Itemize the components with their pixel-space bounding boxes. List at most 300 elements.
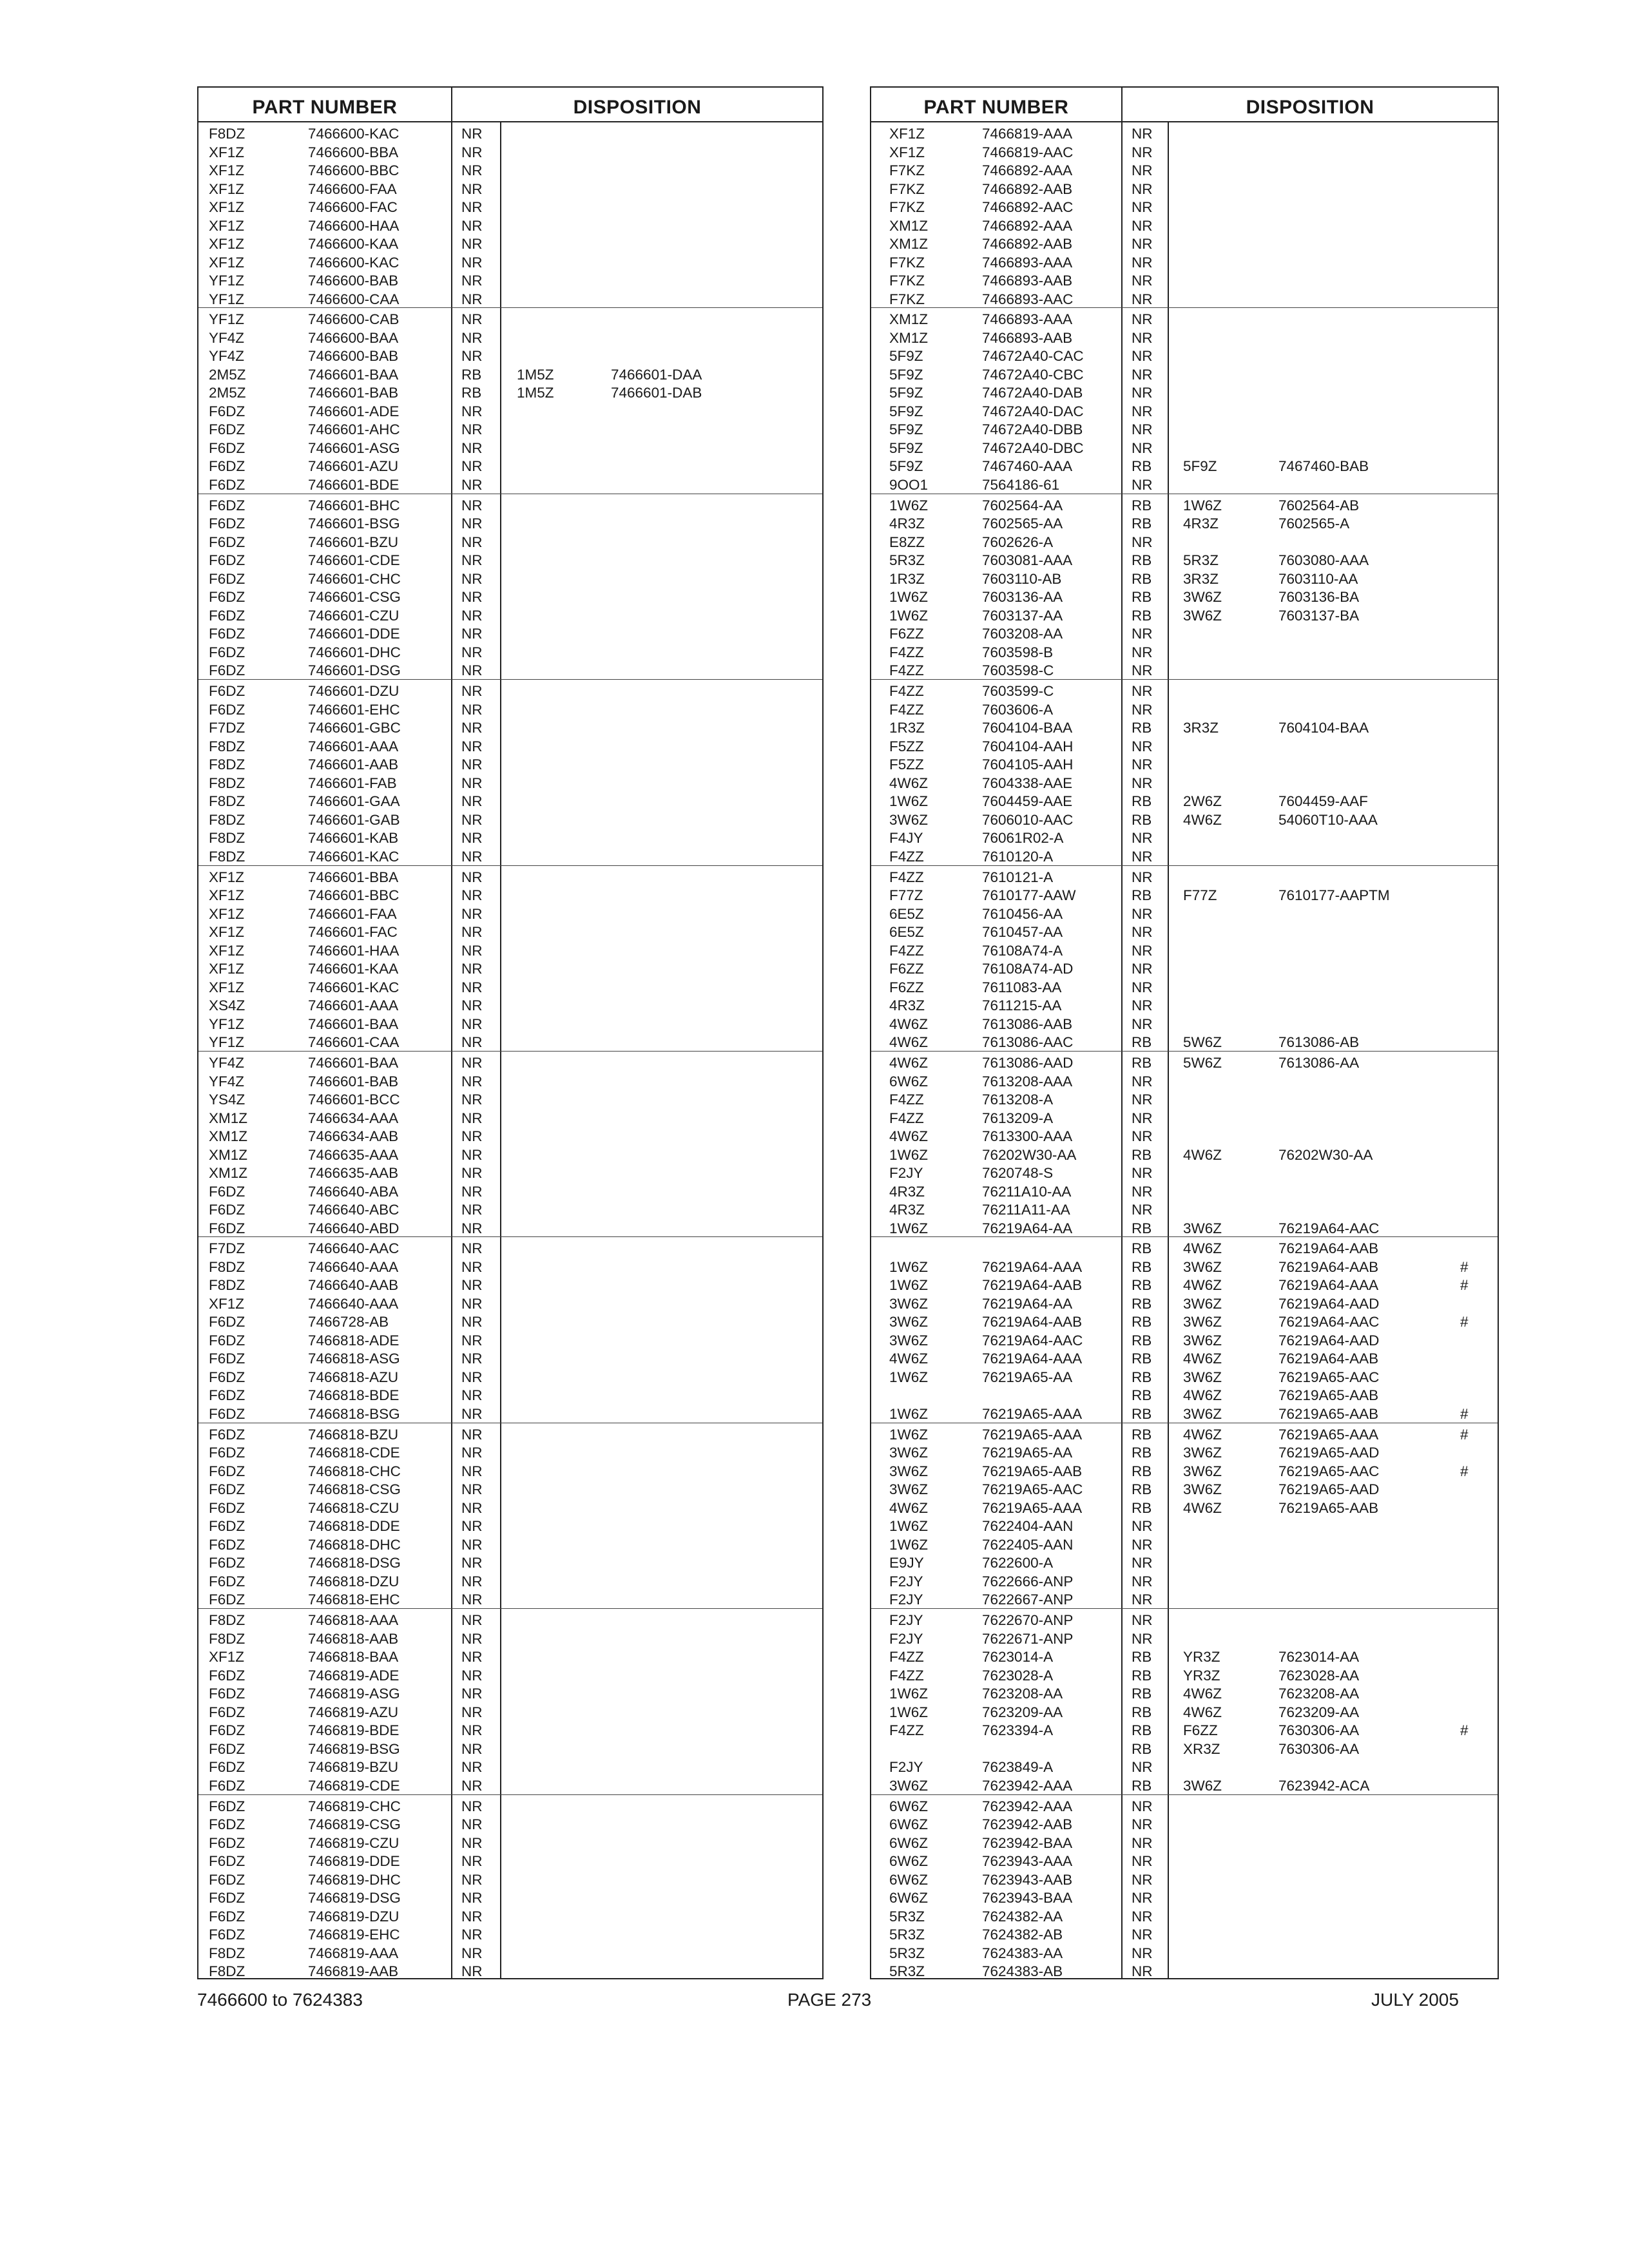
- table-row: [871, 161, 1498, 180]
- disposition-code-cell: NR: [461, 570, 483, 587]
- prefix-cell: F77Z: [889, 887, 923, 904]
- disposition-code-cell: NR: [1132, 1591, 1153, 1608]
- part-number-cell: 7466640-ABC: [308, 1202, 400, 1218]
- disposition-code-cell: NR: [461, 961, 483, 977]
- table-row: [198, 1776, 822, 1795]
- part-number-cell: 7620748-S: [982, 1165, 1054, 1181]
- table-row: [198, 959, 822, 978]
- table-row: [198, 551, 822, 570]
- table-block: [871, 1423, 1498, 1609]
- part-number-cell: 7466640-AAB: [308, 1277, 399, 1294]
- disposition-code-cell: NR: [461, 1220, 483, 1236]
- left-table-header: [198, 88, 822, 122]
- replacement-prefix-cell: 3W6Z: [1183, 1332, 1222, 1349]
- part-number-cell: 7466818-ASG: [308, 1350, 400, 1367]
- table-row: [198, 1815, 822, 1834]
- part-number-cell: 7466635-AAB: [308, 1165, 399, 1181]
- part-number-cell: 7466818-CZU: [308, 1499, 400, 1516]
- part-number-cell: 7622671-ANP: [982, 1630, 1074, 1647]
- prefix-cell: 5F9Z: [889, 439, 923, 456]
- table-row: [198, 1443, 822, 1462]
- table-row: [198, 1127, 822, 1146]
- table-row: [871, 1907, 1498, 1926]
- part-number-cell: 7466601-AAA: [308, 997, 399, 1014]
- prefix-cell: 3W6Z: [889, 1314, 929, 1331]
- part-number-cell: 7466818-AZU: [308, 1369, 399, 1385]
- disposition-code-cell: RB: [1132, 570, 1152, 587]
- table-row: [198, 1109, 822, 1128]
- table-row: [198, 347, 822, 365]
- disposition-code-cell: NR: [461, 1686, 483, 1702]
- prefix-cell: F8DZ: [209, 1277, 246, 1294]
- part-number-cell: 7466819-BZU: [308, 1759, 399, 1776]
- disposition-code-cell: NR: [461, 1146, 483, 1163]
- prefix-cell: 6W6Z: [889, 1798, 929, 1814]
- disposition-code-cell: RB: [1132, 1445, 1152, 1461]
- part-number-cell: 7623943-AAA: [982, 1853, 1073, 1870]
- disposition-code-cell: NR: [1132, 869, 1153, 885]
- disposition-code-cell: NR: [1132, 1908, 1153, 1925]
- disposition-code-cell: NR: [461, 1463, 483, 1479]
- table-row: [871, 661, 1498, 680]
- replacement-prefix-cell: 3R3Z: [1183, 570, 1219, 587]
- part-number-cell: 7624382-AB: [982, 1927, 1063, 1943]
- table-row: [198, 1276, 822, 1294]
- prefix-cell: YF1Z: [209, 1034, 245, 1051]
- disposition-code-cell: NR: [461, 1591, 483, 1608]
- part-number-cell: 7610177-AAW: [982, 887, 1076, 904]
- disposition-code-cell: NR: [1132, 1853, 1153, 1870]
- part-number-cell: 7622666-ANP: [982, 1573, 1074, 1590]
- disposition-code-cell: NR: [461, 869, 483, 885]
- disposition-code-cell: NR: [461, 848, 483, 865]
- table-row: [871, 1109, 1498, 1128]
- table-row: [198, 643, 822, 662]
- disposition-code-cell: NR: [461, 1091, 483, 1108]
- replacement-part-cell: 76219A64-AAB: [1278, 1258, 1379, 1275]
- disposition-code-cell: RB: [1132, 1499, 1152, 1516]
- replacement-part-cell: 7603137-BA: [1278, 607, 1360, 624]
- table-row: [871, 310, 1498, 329]
- table-row: [871, 1258, 1498, 1276]
- prefix-cell: F6DZ: [209, 1816, 246, 1833]
- disposition-code-cell: NR: [1132, 348, 1153, 365]
- part-number-cell: 7466601-ASG: [308, 439, 400, 456]
- prefix-cell: 4W6Z: [889, 1034, 929, 1051]
- disposition-code-cell: NR: [461, 1777, 483, 1794]
- replacement-part-cell: 7604459-AAF: [1278, 793, 1368, 810]
- table-row: [198, 1758, 822, 1776]
- table-row: [871, 1888, 1498, 1907]
- prefix-cell: 3W6Z: [889, 1445, 929, 1461]
- part-number-cell: 7466601-AAB: [308, 756, 399, 773]
- table-row: [871, 1405, 1498, 1423]
- disposition-code-cell: NR: [461, 701, 483, 718]
- part-number-cell: 7611083-AA: [982, 979, 1062, 995]
- disposition-code-cell: NR: [1132, 273, 1153, 289]
- table-row: [871, 1629, 1498, 1648]
- part-number-cell: 7466893-AAA: [982, 311, 1073, 328]
- disposition-code-cell: NR: [461, 1387, 483, 1404]
- part-number-cell: 7466600-FAC: [308, 199, 398, 215]
- part-number-cell: 7466601-DZU: [308, 683, 400, 700]
- replacement-prefix-cell: 3W6Z: [1183, 1314, 1222, 1331]
- disposition-code-cell: NR: [1132, 421, 1153, 438]
- table-row: [198, 271, 822, 290]
- prefix-cell: XF1Z: [209, 979, 245, 995]
- table-row: [198, 1425, 822, 1444]
- prefix-cell: F6DZ: [209, 515, 246, 532]
- disposition-code-cell: NR: [461, 1649, 483, 1666]
- table-row: [871, 1852, 1498, 1870]
- table-block: [198, 1423, 822, 1609]
- replacement-part-cell: 7623014-AA: [1278, 1649, 1360, 1666]
- prefix-cell: 5R3Z: [889, 1908, 925, 1925]
- prefix-cell: F6DZ: [209, 1871, 246, 1888]
- prefix-cell: XM1Z: [209, 1165, 248, 1181]
- part-number-cell: 7623943-BAA: [982, 1890, 1073, 1907]
- table-row: [871, 1127, 1498, 1146]
- table-row: [871, 1090, 1498, 1109]
- prefix-cell: 3W6Z: [889, 1332, 929, 1349]
- prefix-cell: XM1Z: [209, 1128, 248, 1144]
- table-row: [871, 941, 1498, 960]
- part-number-cell: 7466819-CSG: [308, 1816, 401, 1833]
- disposition-code-cell: NR: [461, 1165, 483, 1181]
- table-row: [198, 1572, 822, 1591]
- prefix-cell: F4ZZ: [889, 942, 924, 959]
- disposition-code-cell: NR: [461, 887, 483, 904]
- table-row: [871, 643, 1498, 662]
- table-row: [871, 290, 1498, 309]
- table-row: [871, 905, 1498, 923]
- replacement-prefix-cell: F6ZZ: [1183, 1722, 1218, 1739]
- disposition-code-cell: NR: [1132, 439, 1153, 456]
- table-row: [198, 1703, 822, 1722]
- part-number-cell: 7466819-DSG: [308, 1890, 401, 1907]
- note-marker-cell: #: [1460, 1722, 1469, 1739]
- prefix-cell: 1W6Z: [889, 1518, 929, 1535]
- part-number-cell: 7466634-AAB: [308, 1128, 399, 1144]
- disposition-code-cell: RB: [1132, 1055, 1152, 1071]
- disposition-code-cell: NR: [461, 793, 483, 810]
- table-row: [871, 682, 1498, 700]
- prefix-cell: F4ZZ: [889, 869, 924, 885]
- part-number-cell: 7466601-BAB: [308, 1073, 399, 1090]
- part-number-cell: 7623849-A: [982, 1759, 1054, 1776]
- disposition-code-cell: NR: [1132, 848, 1153, 865]
- disposition-code-cell: RB: [1132, 1740, 1152, 1757]
- prefix-cell: 4R3Z: [889, 1183, 925, 1200]
- table-row: [871, 829, 1498, 847]
- prefix-cell: F6DZ: [209, 1908, 246, 1925]
- prefix-cell: 4R3Z: [889, 997, 925, 1014]
- disposition-code-cell: NR: [461, 756, 483, 773]
- disposition-code-cell: NR: [1132, 1834, 1153, 1851]
- part-number-cell: 74672A40-DBB: [982, 421, 1083, 438]
- disposition-code-cell: NR: [461, 291, 483, 307]
- part-number-cell: 76219A65-AAA: [982, 1405, 1083, 1422]
- disposition-code-cell: NR: [1132, 1073, 1153, 1090]
- table-row: [198, 624, 822, 643]
- table-row: [871, 1944, 1498, 1963]
- prefix-cell: F6DZ: [209, 589, 246, 606]
- table-row: [198, 792, 822, 811]
- replacement-prefix-cell: 4R3Z: [1183, 515, 1219, 532]
- replacement-prefix-cell: 3W6Z: [1183, 1445, 1222, 1461]
- prefix-cell: 5F9Z: [889, 385, 923, 401]
- disposition-code-cell: NR: [461, 662, 483, 679]
- disposition-code-cell: NR: [461, 497, 483, 514]
- part-number-cell: 7466819-EHC: [308, 1927, 400, 1943]
- replacement-part-cell: 7623208-AA: [1278, 1686, 1360, 1702]
- disposition-code-cell: RB: [1132, 1240, 1152, 1257]
- table-block: [198, 494, 822, 680]
- part-number-cell: 7622600-A: [982, 1555, 1054, 1571]
- table-row: [198, 1721, 822, 1740]
- table-row: [871, 235, 1498, 253]
- disposition-code-cell: NR: [461, 1834, 483, 1851]
- disposition-code-cell: NR: [1132, 1128, 1153, 1144]
- part-number-cell: 7466818-CHC: [308, 1463, 401, 1479]
- part-number-cell: 7624383-AA: [982, 1945, 1063, 1961]
- disposition-code-cell: NR: [461, 1426, 483, 1443]
- part-number-cell: 7466893-AAB: [982, 273, 1073, 289]
- part-number-cell: 7610456-AA: [982, 905, 1063, 922]
- disposition-code-cell: RB: [1132, 589, 1152, 606]
- table-row: [198, 533, 822, 552]
- table-row: [871, 1962, 1498, 1981]
- table-row: [198, 868, 822, 887]
- disposition-code-cell: NR: [1132, 1110, 1153, 1126]
- disposition-code-cell: NR: [461, 144, 483, 160]
- disposition-code-cell: NR: [461, 1612, 483, 1629]
- disposition-code-cell: NR: [461, 774, 483, 791]
- disposition-code-cell: NR: [461, 1277, 483, 1294]
- part-number-cell: 7466600-KAA: [308, 236, 399, 252]
- prefix-cell: F6DZ: [209, 497, 246, 514]
- table-row: [871, 1182, 1498, 1201]
- table-row: [871, 533, 1498, 552]
- disposition-code-cell: NR: [461, 942, 483, 959]
- table-row: [198, 661, 822, 680]
- table-row: [871, 1480, 1498, 1499]
- table-block: [198, 1237, 822, 1423]
- disposition-code-cell: NR: [1132, 942, 1153, 959]
- prefix-cell: 4R3Z: [889, 515, 925, 532]
- prefix-cell: F6DZ: [209, 476, 246, 493]
- table-row: [871, 811, 1498, 829]
- disposition-code-cell: NR: [461, 1871, 483, 1888]
- prefix-cell: 4W6Z: [889, 1055, 929, 1071]
- table-row: [198, 365, 822, 384]
- disposition-code-cell: NR: [1132, 1798, 1153, 1814]
- disposition-code-cell: NR: [461, 1369, 483, 1385]
- replacement-prefix-cell: 5W6Z: [1183, 1034, 1222, 1051]
- table-row: [198, 1553, 822, 1572]
- part-number-cell: 7466601-KAC: [308, 979, 400, 995]
- prefix-cell: 1W6Z: [889, 607, 929, 624]
- disposition-code-cell: NR: [461, 1240, 483, 1257]
- disposition-code-cell: NR: [1132, 236, 1153, 252]
- disposition-code-cell: NR: [461, 644, 483, 660]
- disposition-code-cell: RB: [1132, 1722, 1152, 1739]
- replacement-part-cell: 7466601-DAB: [611, 385, 702, 401]
- table-row: [198, 1925, 822, 1944]
- table-row: [198, 1405, 822, 1423]
- part-number-cell: 7466819-BSG: [308, 1740, 400, 1757]
- disposition-code-cell: RB: [1132, 515, 1152, 532]
- disposition-code-cell: NR: [461, 1445, 483, 1461]
- table-row: [871, 792, 1498, 811]
- table-row: [198, 1033, 822, 1052]
- replacement-prefix-cell: 3W6Z: [1183, 1220, 1222, 1236]
- disposition-code-cell: NR: [1132, 1927, 1153, 1943]
- part-number-cell: 7622670-ANP: [982, 1612, 1074, 1629]
- table-row: [871, 1331, 1498, 1350]
- part-number-cell: 7623394-A: [982, 1722, 1054, 1739]
- prefix-cell: F4ZZ: [889, 1667, 924, 1684]
- part-number-cell: 7603598-C: [982, 662, 1054, 679]
- note-marker-cell: #: [1460, 1314, 1469, 1331]
- replacement-part-cell: 76219A65-AAC: [1278, 1463, 1380, 1479]
- part-number-cell: 7466601-FAA: [308, 905, 397, 922]
- part-number-cell: 7466601-AZU: [308, 458, 399, 475]
- prefix-cell: F2JY: [889, 1759, 923, 1776]
- table-row: [871, 1925, 1498, 1944]
- disposition-code-cell: NR: [461, 1667, 483, 1684]
- table-row: [198, 905, 822, 923]
- part-number-cell: 76219A65-AAA: [982, 1426, 1083, 1443]
- disposition-code-cell: RB: [1132, 1777, 1152, 1794]
- prefix-cell: F6DZ: [209, 1798, 246, 1814]
- part-number-cell: 7466818-BSG: [308, 1405, 400, 1422]
- prefix-cell: F6ZZ: [889, 961, 924, 977]
- prefix-cell: F6DZ: [209, 626, 246, 642]
- disposition-code-cell: RB: [1132, 1332, 1152, 1349]
- disposition-code-cell: NR: [1132, 1963, 1153, 1980]
- disposition-code-cell: NR: [1132, 1573, 1153, 1590]
- prefix-cell: F5ZZ: [889, 756, 924, 773]
- prefix-cell: XF1Z: [209, 869, 245, 885]
- replacement-part-cell: 7630306-AA: [1278, 1722, 1360, 1739]
- prefix-cell: F6DZ: [209, 1332, 246, 1349]
- part-number-cell: 7466818-ADE: [308, 1332, 400, 1349]
- table-row: [871, 1834, 1498, 1852]
- table-row: [198, 1684, 822, 1703]
- disposition-code-cell: NR: [461, 180, 483, 197]
- disposition-code-cell: NR: [1132, 1630, 1153, 1647]
- prefix-cell: 9OO1: [889, 476, 929, 493]
- note-marker-cell: #: [1460, 1463, 1469, 1479]
- prefix-cell: F7DZ: [209, 1240, 246, 1257]
- disposition-code-cell: NR: [461, 421, 483, 438]
- replacement-part-cell: 7603136-BA: [1278, 589, 1360, 606]
- part-number-cell: 76219A65-AAC: [982, 1481, 1083, 1498]
- part-number-cell: 7613086-AAB: [982, 1015, 1073, 1032]
- part-number-cell: 7466601-HAA: [308, 942, 400, 959]
- left-parts-table: [197, 86, 824, 1979]
- disposition-code-cell: NR: [461, 1258, 483, 1275]
- table-row: [871, 216, 1498, 235]
- prefix-cell: F8DZ: [209, 738, 246, 754]
- table-row: [198, 180, 822, 198]
- part-number-cell: 7624382-AA: [982, 1908, 1063, 1925]
- prefix-cell: XF1Z: [209, 144, 245, 160]
- disposition-code-cell: NR: [461, 1798, 483, 1814]
- part-number-cell: 76219A64-AAC: [982, 1332, 1083, 1349]
- prefix-cell: F6DZ: [209, 458, 246, 475]
- table-row: [198, 1797, 822, 1816]
- table-row: [871, 1499, 1498, 1517]
- part-number-cell: 7602565-AA: [982, 515, 1063, 532]
- replacement-prefix-cell: 3W6Z: [1183, 1463, 1222, 1479]
- part-number-cell: 7623209-AA: [982, 1704, 1063, 1720]
- part-number-cell: 7466601-AHC: [308, 421, 400, 438]
- disposition-code-cell: NR: [461, 236, 483, 252]
- replacement-prefix-cell: 4W6Z: [1183, 1350, 1222, 1367]
- table-row: [871, 959, 1498, 978]
- part-number-cell: 7603606-A: [982, 701, 1054, 718]
- table-row: [198, 588, 822, 606]
- part-number-cell: 76108A74-A: [982, 942, 1063, 959]
- prefix-cell: F4ZZ: [889, 662, 924, 679]
- disposition-code-cell: NR: [461, 199, 483, 215]
- replacement-prefix-cell: 1W6Z: [1183, 497, 1222, 514]
- prefix-cell: XM1Z: [209, 1146, 248, 1163]
- prefix-cell: F6ZZ: [889, 979, 924, 995]
- prefix-cell: XF1Z: [209, 236, 245, 252]
- prefix-cell: F6DZ: [209, 607, 246, 624]
- replacement-prefix-cell: YR3Z: [1183, 1667, 1220, 1684]
- table-row: [198, 402, 822, 421]
- part-number-cell: 7466600-BAB: [308, 273, 399, 289]
- prefix-cell: 5R3Z: [889, 1945, 925, 1961]
- part-number-cell: 7466600-BBC: [308, 162, 400, 178]
- table-row: [198, 1294, 822, 1313]
- prefix-cell: F6DZ: [209, 683, 246, 700]
- table-row: [198, 1239, 822, 1258]
- disposition-code-cell: RB: [1132, 1295, 1152, 1312]
- table-row: [198, 606, 822, 625]
- table-row: [871, 1870, 1498, 1889]
- table-row: [871, 1443, 1498, 1462]
- part-number-cell: 7466819-AAC: [982, 144, 1074, 160]
- part-number-cell: 7466818-DSG: [308, 1555, 401, 1571]
- prefix-cell: YF4Z: [209, 348, 245, 365]
- part-number-cell: 74672A40-CAC: [982, 348, 1084, 365]
- part-number-cell: 7466893-AAA: [982, 254, 1073, 271]
- prefix-cell: XF1Z: [209, 1649, 245, 1666]
- table-row: [198, 1200, 822, 1219]
- part-number-cell: 7623942-AAB: [982, 1816, 1073, 1833]
- table-row: [198, 216, 822, 235]
- disposition-code-cell: NR: [461, 1128, 483, 1144]
- replacement-prefix-cell: 4W6Z: [1183, 1387, 1222, 1404]
- replacement-part-cell: 76219A65-AAB: [1278, 1405, 1379, 1422]
- replacement-prefix-cell: 3W6Z: [1183, 1258, 1222, 1275]
- table-row: [198, 496, 822, 515]
- part-number-cell: 7466818-BAA: [308, 1649, 399, 1666]
- part-number-cell: 7623942-AAA: [982, 1777, 1073, 1794]
- disposition-code-cell: NR: [461, 533, 483, 550]
- prefix-cell: F6DZ: [209, 570, 246, 587]
- disposition-code-cell: NR: [461, 273, 483, 289]
- table-row: [871, 1033, 1498, 1052]
- prefix-cell: YF1Z: [209, 311, 245, 328]
- disposition-code-cell: NR: [1132, 126, 1153, 142]
- disposition-code-cell: NR: [461, 1927, 483, 1943]
